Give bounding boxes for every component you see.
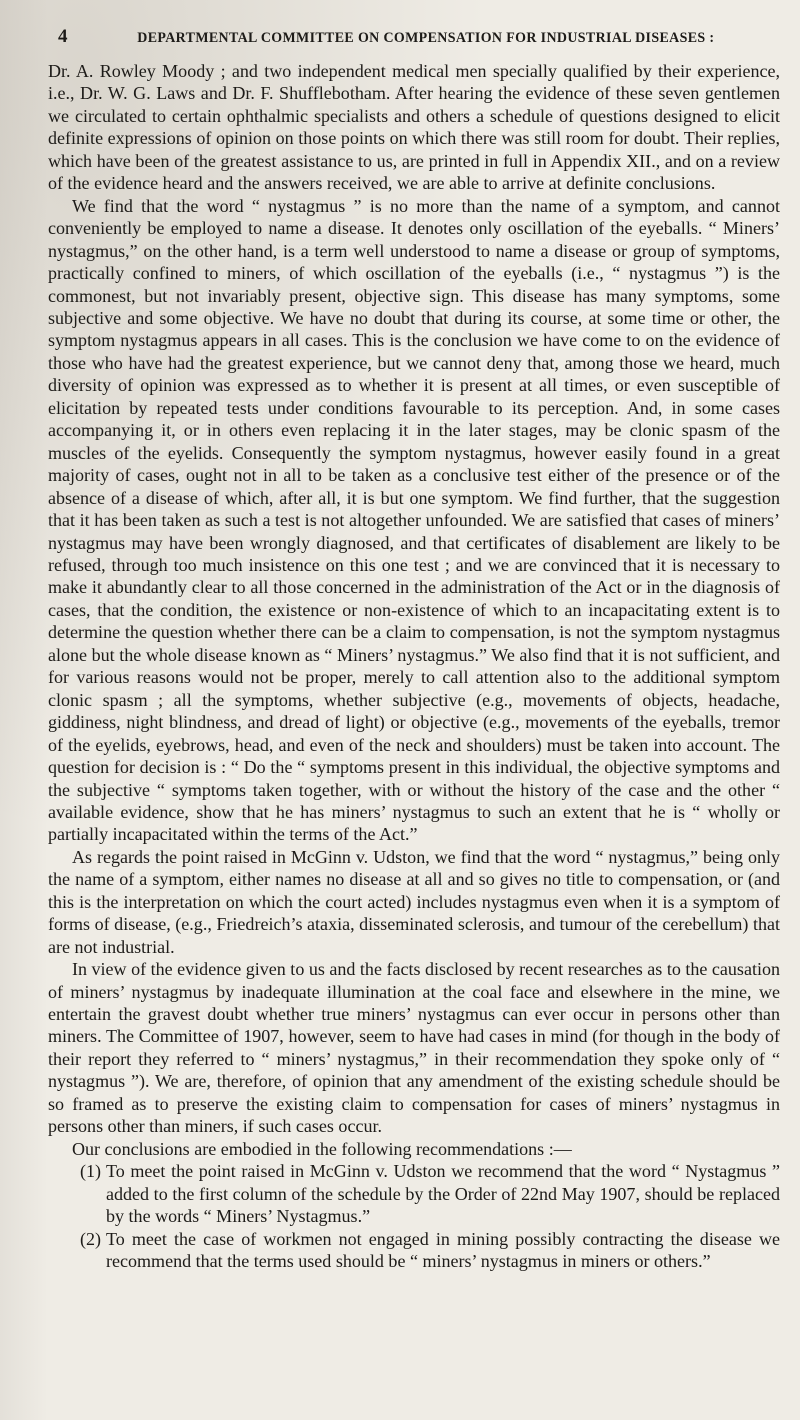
recommendation-number: (2) [80, 1228, 102, 1249]
recommendation-number: (1) [80, 1161, 102, 1182]
paragraph-1: Dr. A. Rowley Moody ; and two independent medical men specially qualified by their experience, i.e., Dr. W. G. Laws and Dr. F. Shufflebotham. After hearing the evidence of these seven gentlemen we circulated to certain ophthalmic specialists and others a schedule of questions designed to elicit definite expressions of opinion on those points on which there was still room for doubt. Their replies, which have been of the greatest assistance to us, are printed in full in Appendix XII., and on a review of the evidence heard and the answers received, we are able to arrive at definite conclusions. [48, 61, 780, 194]
paragraph-2: We find that the word “ nystagmus ” is no more than the name of a symptom, and cannot conveniently be employed to name a disease. It denotes only oscillation of the eyeballs. “ Miners’ nystagmus,” on the other hand, is a term well understood to name a disease or group of symptoms, practically confined to miners, of which oscillation of the eyeballs (i.e., “ nystagmus ”) is the commonest, but not invariably present, objective sign. This disease has many symptoms, some subjective and some objective. We have no doubt that during its course, at some time or other, the symptom nystagmus appears in all cases. This is the conclusion we have come to on the evidence of those who have had the greatest experience, but we cannot deny that, among those we heard, much diversity of opinion was expressed as to whether it is present at all times, or even susceptible of elicitation by repeated tests under conditions favourable to its perception. And, in some cases accompanying it, or in others even replacing it in the later stages, may be clonic spasm of the muscles of the eyelids. Consequently the symptom nystagmus, however easily found in a great majority of cases, ought not in all to be taken as a conclusive test either of the presence or of the absence of a disease of which, after all, it is but one symptom. We find further, that the suggestion that it has been taken as such a test is not altogether unfounded. We are satisfied that cases of miners’ nystagmus may have been wrongly diagnosed, and that certificates of disablement are likely to be refused, through too much insistence on this one test ; and we are convinced that it is necessary to make it abundantly clear to all those concerned in the administration of the Act or in the diagnosis of cases, that the condition, the existence or non-existence of which to an incapacitating extent is to determine the question whether there can be a claim to compensation, is not the symptom nystagmus alone but the whole disease known as “ Miners’ nystagmus.” We also find that it is not sufficient, and for various reasons would not be proper, merely to call attention also to the additional symptom clonic spasm ; all the symptoms, whether subjective (e.g., movements of objects, headache, giddiness, night blindness, and dread of light) or objective (e.g., movements of the eyeballs, tremor of the eyelids, eyebrows, head, and even of the neck and shoulders) must be taken into account. The question for decision is : “ Do the “ symptoms present in this individual, the objective symptoms and the subjective “ symptoms taken together, with or without the history of the case and the other “ available evidence, show that he has miners’ nystagmus to such an extent that he is “ wholly or partially incapacitated within the terms of the Act.” [48, 195, 780, 845]
paragraph-5: Our conclusions are embodied in the following recommendations :— [72, 1138, 572, 1159]
running-title: DEPARTMENTAL COMMITTEE ON COMPENSATION FOR INDUSTRIAL DISEASES : [137, 30, 715, 46]
recommendation-text: To meet the case of workmen not engaged in mining possibly contracting the disease we recommend that the terms used should be “ miners’ nystagmus in miners or others.” [106, 1228, 780, 1272]
recommendation-item [80, 1160, 780, 1227]
paragraph-3: As regards the point raised in McGinn v. Udston, we find that the word “ nystagmus,” being only the name of a symptom, either names no disease at all and so gives no title to compensation, or (and this is the interpretation on which the court acted) includes nystagmus even when it is a symptom of forms of disease, (e.g., Friedreich’s ataxia, disseminated sclerosis, and tumour of the cerebellum) that are not industrial. [48, 846, 780, 957]
page-header [48, 26, 780, 48]
paragraph-4: In view of the evidence given to us and the facts disclosed by recent researches as to the causation of miners’ nystagmus by inadequate illumination at the coal face and elsewhere in the mine, we entertain the gravest doubt whether true miners’ nystagmus can ever occur in persons other than miners. The Committee of 1907, however, seem to have had cases in mind (for though in the body of their report they referred to “ miners’ nystagmus,” in their recommendation they spoke only of “ nystagmus ”). We are, therefore, of opinion that any amendment of the existing schedule should be so framed as to preserve the existing claim to compensation for cases of miners’ nystagmus in persons other than miners, if such cases occur. [48, 959, 780, 1137]
recommendation-item [80, 1228, 780, 1273]
recommendation-text: To meet the point raised in McGinn v. Udston we recommend that the word “ Nystagmus ” added to the first column of the schedule by the Order of 22nd May 1907, should be replaced by the words “ Miners’ Nystagmus.” [106, 1161, 780, 1227]
body-text [48, 60, 780, 1272]
page-number: 4 [58, 26, 68, 47]
recommendations-list [48, 1160, 780, 1272]
